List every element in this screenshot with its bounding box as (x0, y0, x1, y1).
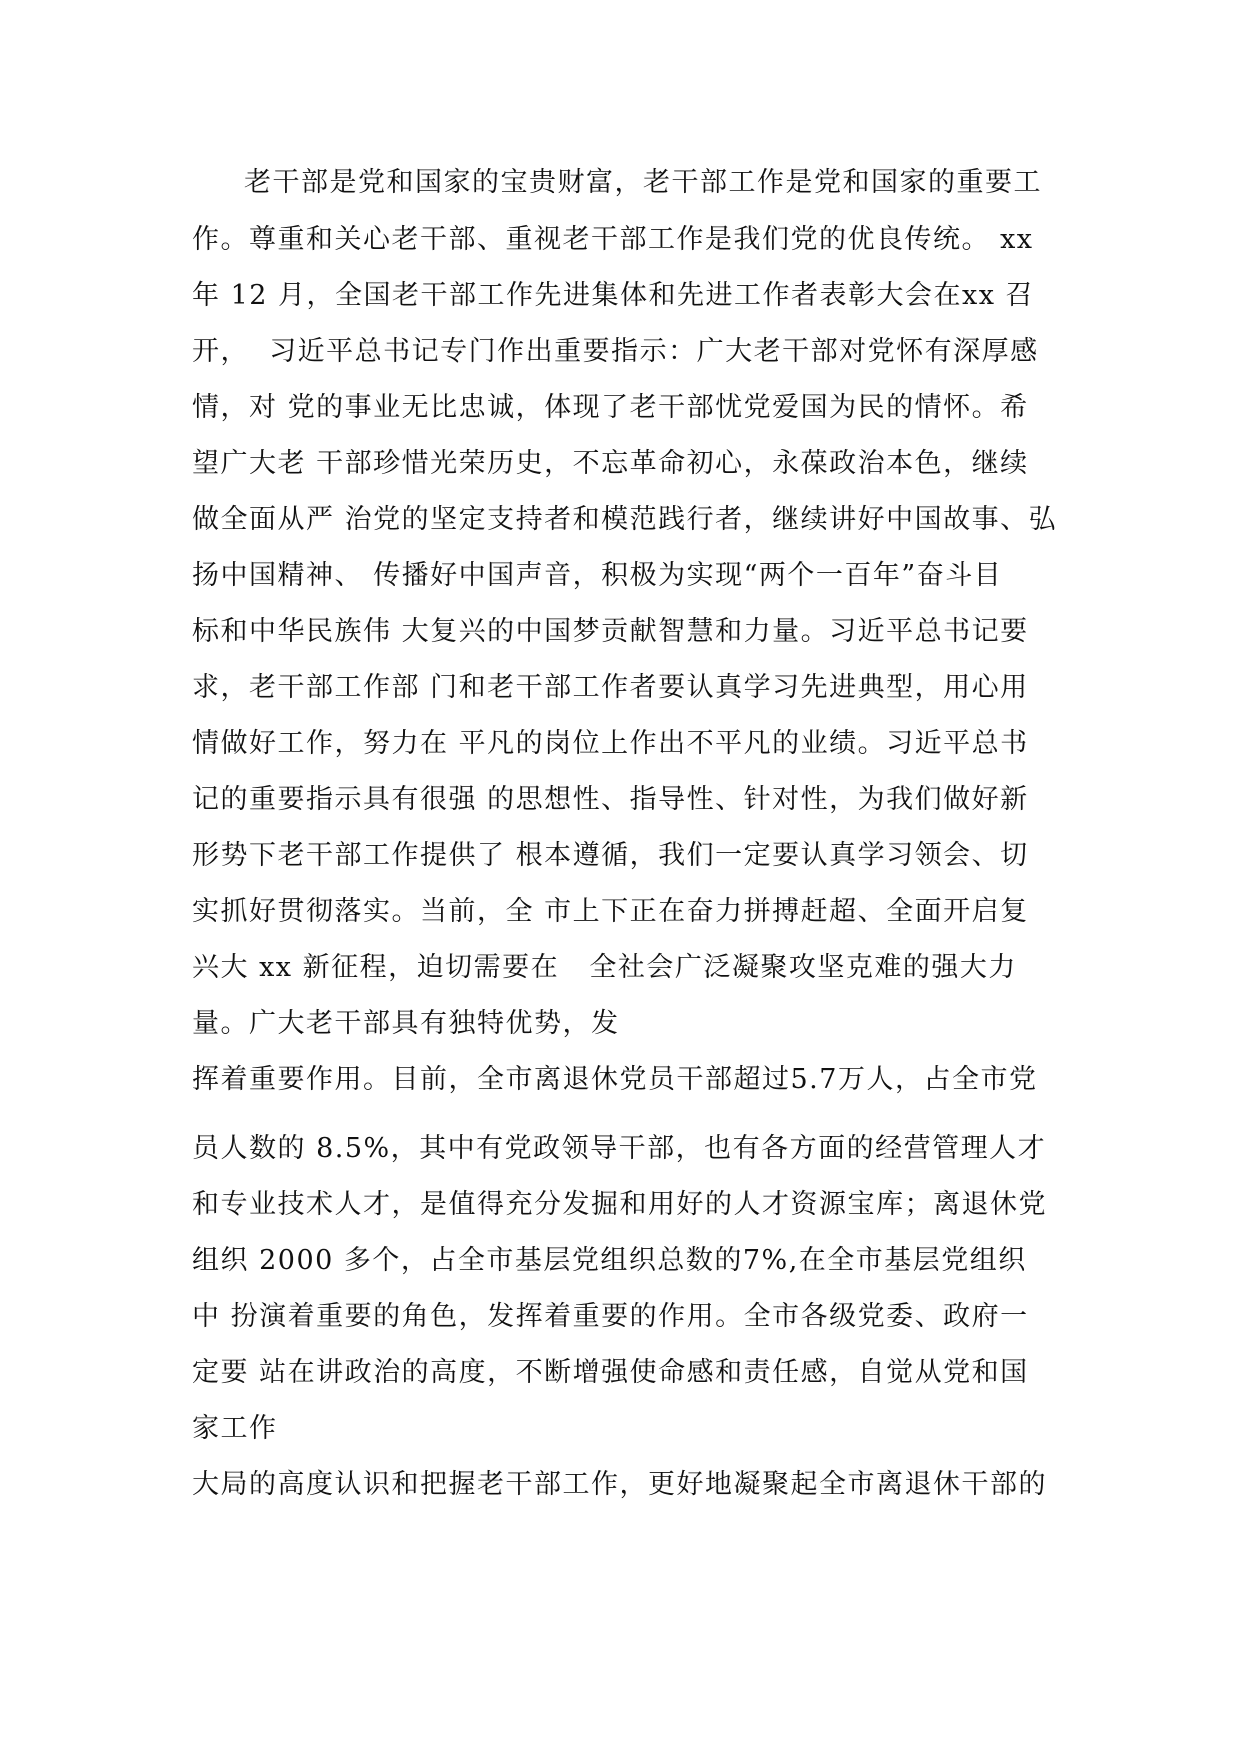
paragraph-line: 和专业技术人才，是值得充分发掘和用好的人才资源宝库；离退休党 (192, 1189, 1047, 1220)
paragraph-line: 记的重要指示具有很强 的思想性、指导性、针对性，为我们做好新 (192, 784, 1029, 815)
paragraph-line: 扬中国精神、 传播好中国声音，积极为实现“两个一百年”奋斗目 (192, 560, 1003, 591)
paragraph-line: 情做好工作，努力在 平凡的岗位上作出不平凡的业绩。习近平总书 (192, 728, 1029, 759)
paragraph-line: 求，老干部工作部 门和老干部工作者要认真学习先进典型，用心用 (192, 672, 1029, 703)
paragraph-line: 挥着重要作用。目前，全市离退休党员干部超过5.7万人，占全市党 (192, 1064, 1038, 1095)
paragraph-line: 作。尊重和关心老干部、重视老干部工作是我们党的优良传统。 xx (192, 224, 1034, 255)
paragraph-line: 中 扮演着重要的角色，发挥着重要的作用。全市各级党委、政府一 (192, 1301, 1029, 1332)
paragraph-line: 老干部是党和国家的宝贵财富，老干部工作是党和国家的重要工 (244, 167, 1042, 198)
paragraph-line: 做全面从严 治党的坚定支持者和模范践行者，继续讲好中国故事、弘 (192, 504, 1058, 535)
paragraph-line: 家工作 (192, 1413, 278, 1444)
paragraph-line: 定要 站在讲政治的高度，不断增强使命感和责任感，自觉从党和国 (192, 1357, 1029, 1388)
paragraph-line: 年 12 月，全国老干部工作先进集体和先进工作者表彰大会在xx 召 (192, 280, 1035, 311)
paragraph-line: 组织 2000 多个，占全市基层党组织总数的7%,在全市基层党组织 (192, 1245, 1027, 1276)
paragraph-line: 兴大 xx 新征程，迫切需要在 全社会广泛凝聚攻坚克难的强大力 (192, 952, 1017, 983)
paragraph-line: 实抓好贯彻落实。当前，全 市上下正在奋力拼搏赶超、全面开启复 (192, 896, 1029, 927)
paragraph-line: 员人数的 8.5%，其中有党政领导干部，也有各方面的经营管理人才 (192, 1133, 1047, 1164)
paragraph-line: 望广大老 干部珍惜光荣历史，不忘革命初心，永葆政治本色，继续 (192, 448, 1029, 479)
paragraph-line: 形势下老干部工作提供了 根本遵循，我们一定要认真学习领会、切 (192, 840, 1029, 871)
paragraph-line: 开， 习近平总书记专门作出重要指示：广大老干部对党怀有深厚感 (192, 336, 1039, 367)
paragraph-line: 量。广大老干部具有独特优势，发 (192, 1008, 620, 1039)
paragraph-line: 情，对 党的事业无比忠诚，体现了老干部忧党爱国为民的情怀。希 (192, 392, 1029, 423)
paragraph-line: 标和中华民族伟 大复兴的中国梦贡献智慧和力量。习近平总书记要 (192, 616, 1029, 647)
paragraph-line: 大局的高度认识和把握老干部工作，更好地凝聚起全市离退休干部的 (192, 1469, 1047, 1500)
